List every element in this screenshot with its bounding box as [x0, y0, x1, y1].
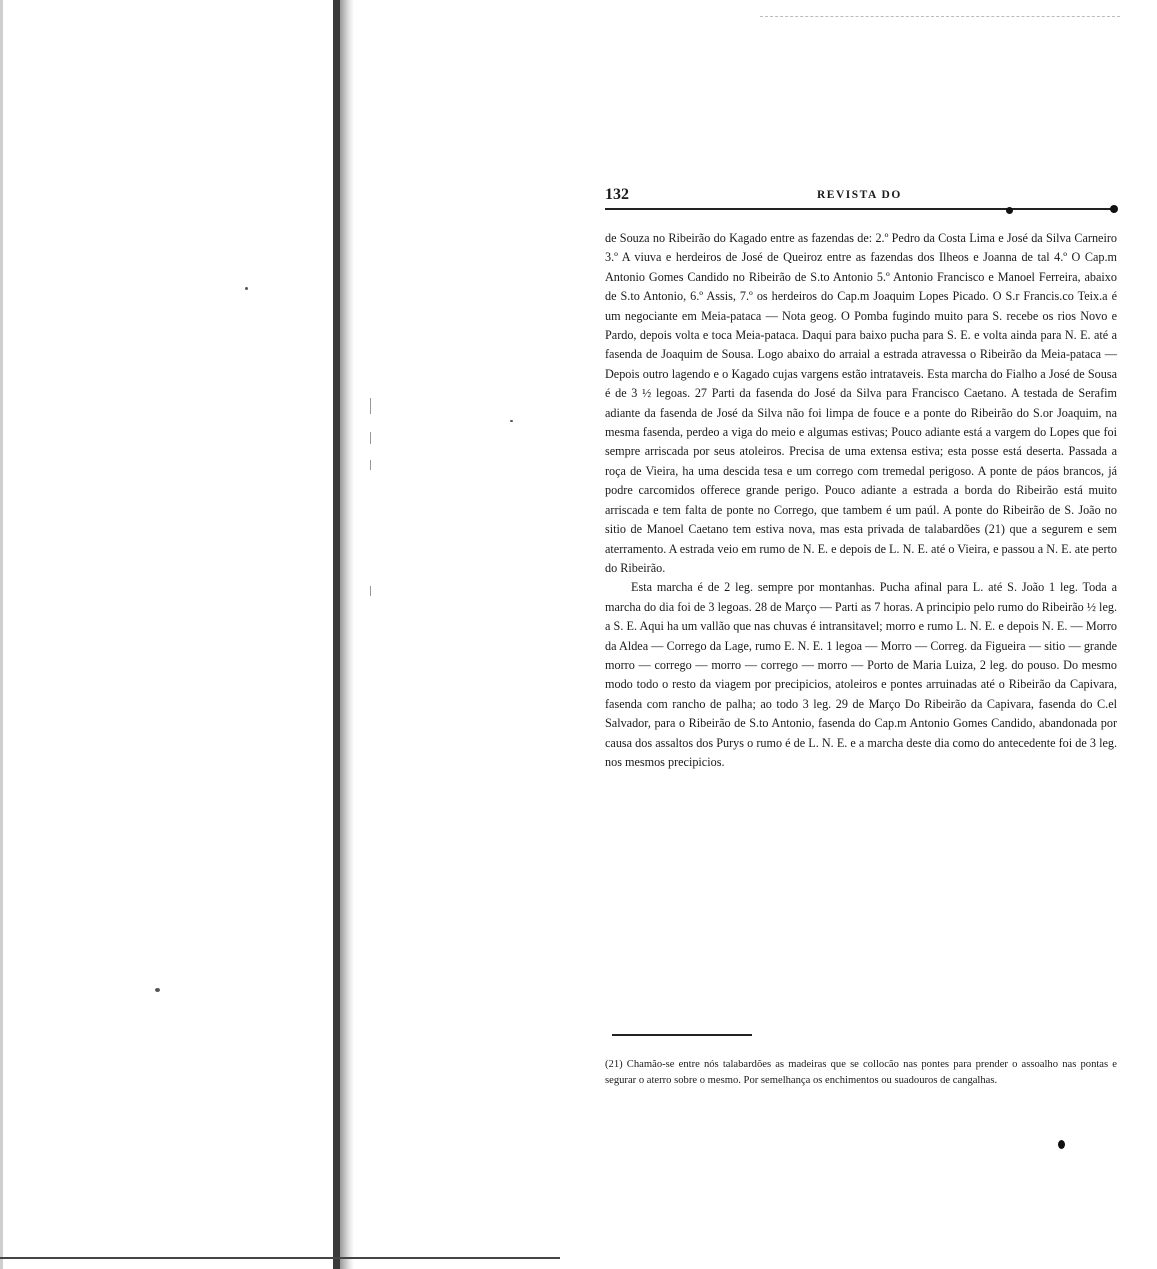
scan-mark [370, 398, 371, 414]
scan-speck [155, 988, 160, 992]
page-edge-left [0, 0, 3, 1269]
body-text [605, 229, 1117, 772]
page-bottom-edge [0, 1257, 560, 1259]
body-paragraph: de Souza no Ribeirão do Kagado entre as fazendas de: 2.º Pedro da Costa Lima e José da Silva Carneiro 3.º A viuva e herdeiros de José de Queiroz entre as fazendas dos Ilheos e Joanna de tal 4.º O Cap.m Antonio Gomes Candido no Ribeirão de S.to Antonio 5.º Antonio Francisco e Manoel Ferreira, abaixo de S.to Antonio, 6.º Assis, 7.º os herdeiros do Cap.m Joaquim Lopes Picado. O S.r Francis.co Teix.a é um negociante em Meia-pataca — Nota geog. O Pomba fugindo muito para S. recebe os rios Novo e Pardo, depois volta e toca Meia-pataca. Daqui para baixo pucha para S. E. e volta ainda para N. E. até a fasenda de Joaquim de Sousa. Logo abaixo do arraial a estrada atravessa o Ribeirão da Meia-pataca — Depois outro lagendo e o Kagado cujas vargens estão intrataveis. Esta marcha do Fialho a José de Sousa é de 3 ½ legoas. 27 Parti da fasenda do José da Silva para Francisco Caetano. A testada de Serafim adiante da fasenda de José da Silva não foi limpa de fouce e a ponte do Ribeirão do S.or Joaquim, na mesma fasenda, perdeo a viga do meio e algumas estivas; Pouco adiante está a vargem do Lopes que foi sempre arriscada por seus atoleiros. Precisa de uma extensa estiva; esta posse está deserta. Passada a roça de Vieira, ha uma descida tesa e um corrego com tremedal perigoso. A ponte de páos brancos, já podre carcomidos offerece grande perigo. Pouco adiante a estrada a borda do Ribeirão está muito arriscada e tem falta de ponte no Corrego, que tambem é um paúl. A ponte do Ribeirão de S. João no sitio de Manoel Caetano tem estiva nova, mas esta privada de talabardões (21) que a segurem e sem aterramento. A estrada veio em rumo de N. E. e depois de L. N. E. até o Vieira, e passou a N. E. ate perto do Ribeirão. [605, 231, 1117, 575]
header-rule-dot [1110, 205, 1118, 213]
scan-mark [370, 460, 371, 470]
scan-speck [510, 420, 513, 422]
scan-mark [370, 586, 371, 596]
header-rule-dot [1006, 207, 1013, 214]
running-head: REVISTA DO [817, 189, 902, 201]
ink-dot [1058, 1140, 1065, 1149]
book-spine-gutter [333, 0, 340, 1269]
body-paragraph: Esta marcha é de 2 leg. sempre por montanhas. Pucha afinal para L. até S. João 1 leg. Toda a marcha do dia foi de 3 legoas. 28 de Março — Parti as 7 horas. A principio pelo rumo do Ribeirão ½ leg. a S. E. Aqui ha um vallão que nas chuvas é intransitavel; morro e rumo L. N. E. e depois N. E. — Morro da Aldea — Corrego da Lage, rumo E. N. E. 1 legoa — Morro — Correg. da Figueira — sitio — grande morro — corrego — morro — corrego — morro — Porto de Maria Luiza, 2 leg. do pouso. Do mesmo modo todo o resto da viagem por precipicios, atoleiros e pontes arruinadas até o Ribeirão da Capivara, fasenda com rancho de palha; ao todo 3 leg. 29 de Março Do Ribeirão da Capivara, fasenda do C.el Salvador, para o Ribeirão de S.to Antonio, fasenda do Cap.m Antonio Gomes Candido, abandonada por causa dos assaltos dos Purys o rumo é de L. N. E. e a marcha deste dia como do antecedente foi de 3 leg. nos mesmos precipicios. [605, 580, 1117, 769]
spine-shadow [340, 0, 354, 1269]
footnote: (21) Chamão-se entre nós talabardões as madeiras que se collocão nas pontes para prender o assoalho nas pontas e segurar o aterro sobre o mesmo. Por semelhança os enchimentos ou suadouros de cangalhas. [605, 1059, 1117, 1086]
scan-edge-dashes [760, 16, 1120, 18]
header-rule [605, 208, 1114, 210]
footnote-rule [612, 1034, 752, 1036]
page-number: 132 [605, 186, 629, 203]
scan-mark [370, 432, 371, 444]
scan-speck [245, 287, 248, 290]
